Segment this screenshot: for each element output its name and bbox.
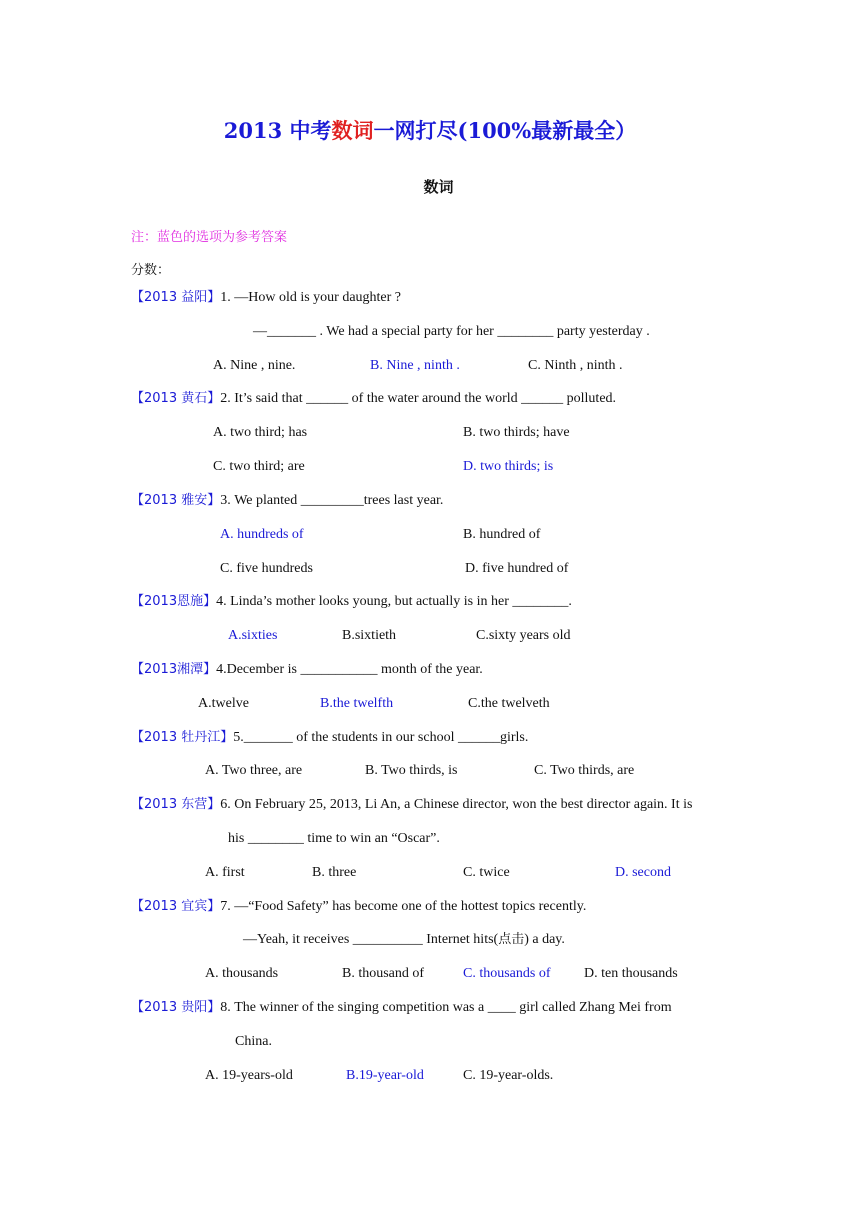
question-6-line2: his ________ time to win an “Oscar”. (228, 831, 440, 846)
question-source-tag: 【2013 贵阳】 (131, 1000, 221, 1015)
option-b: B. two thirds; have (463, 425, 570, 440)
option-b: B.sixtieth (342, 628, 397, 643)
question-source-tag: 【2013 牡丹江】 (131, 730, 234, 745)
option-d-answer: D. two thirds; is (463, 459, 554, 474)
option-a: A. Nine , nine. (213, 358, 296, 373)
option-b-answer: B. Nine , ninth . (370, 358, 460, 373)
option-c: C. 19-year-olds. (463, 1068, 554, 1083)
question-8-stem: 【2013 贵阳】8. The winner of the singing competition was a ____ girl called Zhang Mei from (131, 1000, 672, 1015)
answer-note: 注：蓝色的选项为参考答案 (131, 230, 288, 245)
page-title: 2013 中考数词一网打尽(100%最新最全） (223, 118, 637, 143)
question-8-line2: China. (235, 1034, 272, 1049)
question-4b-stem: 【2013湘潭】4.December is ___________ month of the year. (131, 662, 483, 677)
option-c: C. Ninth , ninth . (528, 358, 623, 373)
option-c: C.the twelveth (468, 696, 550, 711)
section-subtitle: 数词 (423, 178, 454, 196)
question-source-tag: 【2013 宜宾】 (131, 899, 221, 914)
option-c-answer: C. thousands of (463, 966, 551, 981)
question-5-stem: 【2013 牡丹江】5._______ of the students in our school ______girls. (131, 730, 529, 745)
option-b: B. hundred of (463, 527, 541, 542)
option-a: A. 19-years-old (205, 1068, 293, 1083)
question-source-tag: 【2013恩施】 (131, 594, 217, 609)
question-3-stem: 【2013 雅安】3. We planted _________trees last year. (131, 493, 444, 508)
question-source-tag: 【2013 东营】 (131, 797, 221, 812)
question-source-tag: 【2013 黄石】 (131, 391, 221, 406)
option-b: B. Two thirds, is (365, 763, 458, 778)
option-a: A. two third; has (213, 425, 308, 440)
option-a: A. first (205, 865, 245, 880)
question-4-stem: 【2013恩施】4. Linda’s mother looks young, but actually is in her ________. (131, 594, 572, 609)
option-a-answer: A.sixties (228, 628, 278, 643)
question-7-stem: 【2013 宜宾】7. —“Food Safety” has become one of the hottest topics recently. (131, 899, 587, 914)
option-c: C.sixty years old (476, 628, 571, 643)
option-c: C. Two thirds, are (534, 763, 635, 778)
question-1-line2: —_______ . We had a special party for her ________ party yesterday . (253, 324, 650, 339)
option-c: C. two third; are (213, 459, 305, 474)
question-1-stem: 【2013 益阳】1. —How old is your daughter ? (131, 290, 402, 305)
option-a: A.twelve (198, 696, 249, 711)
option-d: D. five hundred of (465, 561, 569, 576)
option-b-answer: B.the twelfth (320, 696, 394, 711)
option-c: C. five hundreds (220, 561, 313, 576)
question-source-tag: 【2013 益阳】 (131, 290, 221, 305)
score-label: 分数： (131, 263, 171, 278)
option-d: D. ten thousands (584, 966, 678, 981)
option-b: B. thousand of (342, 966, 425, 981)
option-b: B. three (312, 865, 357, 880)
question-6-stem: 【2013 东营】6. On February 25, 2013, Li An, a Chinese director, won the best director again. It is (131, 797, 693, 812)
question-2-stem: 【2013 黄石】2. It’s said that ______ of the water around the world ______ polluted. (131, 391, 617, 406)
question-source-tag: 【2013湘潭】 (131, 662, 217, 677)
question-7-line2: —Yeah, it receives __________ Internet hits(点击) a day. (243, 932, 565, 947)
option-a: A. thousands (205, 966, 279, 981)
option-a: A. Two three, are (205, 763, 303, 778)
option-a-answer: A. hundreds of (220, 527, 304, 542)
option-d-answer: D. second (615, 865, 671, 880)
question-source-tag: 【2013 雅安】 (131, 493, 221, 508)
option-c: C. twice (463, 865, 510, 880)
option-b-answer: B.19-year-old (346, 1068, 424, 1083)
